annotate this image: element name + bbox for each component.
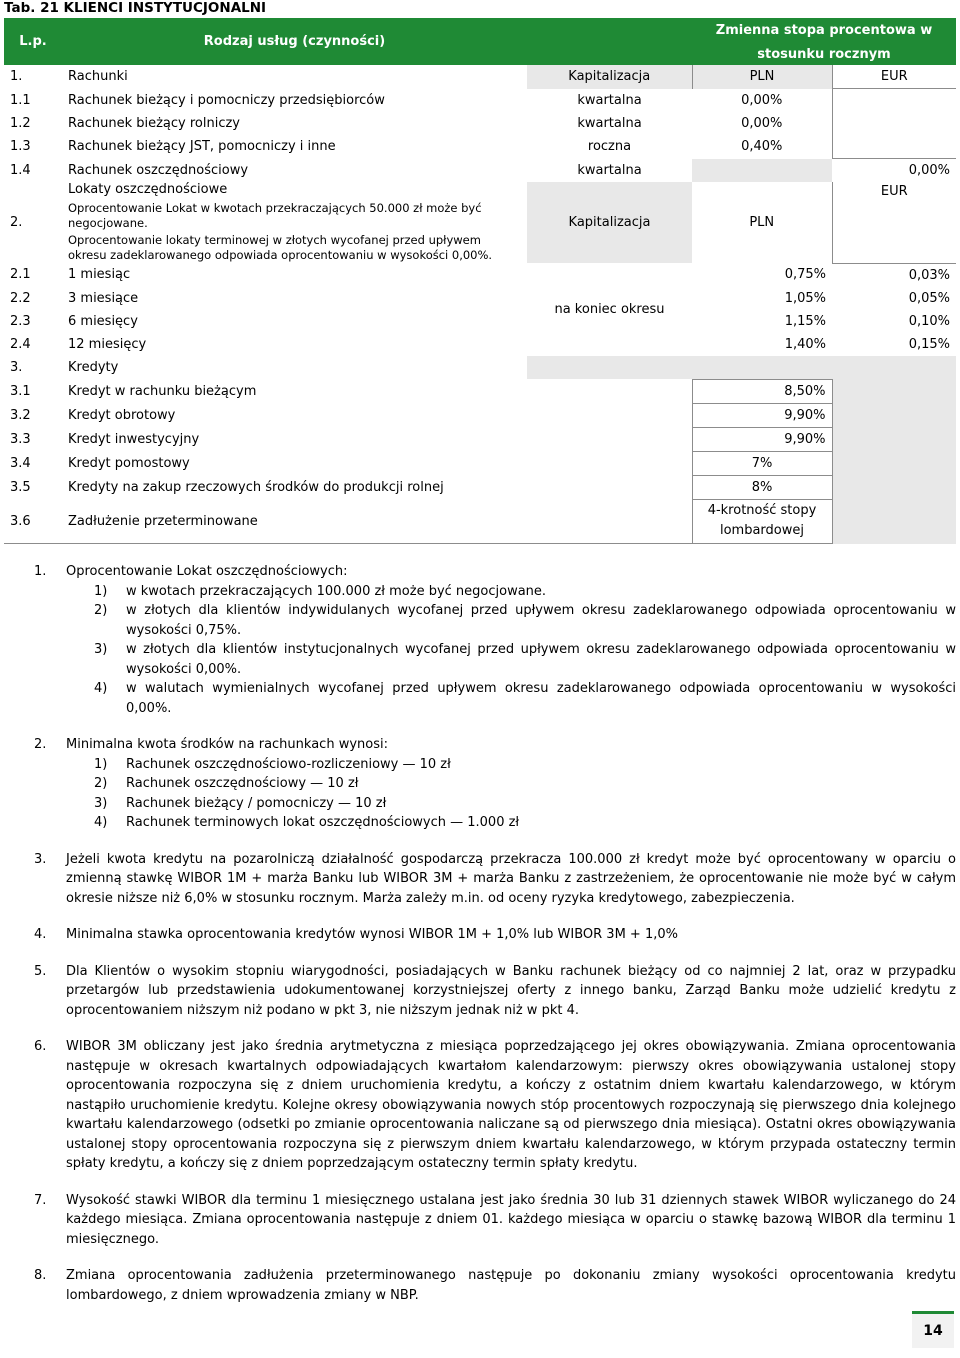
row-pln: 9,90% <box>692 403 832 427</box>
row-name: 3 miesiące <box>68 290 139 306</box>
footnote-text: Oprocentowanie Lokat oszczędnościowych: <box>66 564 348 579</box>
sub-item <box>94 601 956 640</box>
footnote-number: 1. <box>34 564 47 579</box>
footnote-number: 3. <box>34 851 47 867</box>
row-num: 1.4 <box>10 162 31 178</box>
header-lp: L.p. <box>4 18 62 65</box>
table-row <box>4 379 956 403</box>
sub-item <box>94 774 956 794</box>
sub-text: Rachunek oszczędnościowo-rozliczeniowy — 10 zł <box>126 756 451 772</box>
footnote-6 <box>34 1037 956 1174</box>
row-cap: kwartalna <box>577 92 642 108</box>
row-pln: 1,15% <box>784 313 826 329</box>
row-pln: 8% <box>692 475 832 499</box>
table-row <box>4 451 956 475</box>
col-pln-label: PLN <box>749 215 775 230</box>
row-num: 2.3 <box>10 313 31 329</box>
sub-text: Rachunek terminowych lokat oszczędnościowych — 1.000 zł <box>126 815 520 830</box>
sub-number: 2) <box>94 603 108 618</box>
footnotes <box>34 562 956 1305</box>
row-eur: 0,15% <box>908 336 950 352</box>
row-num: 2.1 <box>10 267 31 283</box>
row-num: 3.1 <box>10 383 31 399</box>
row-pln: 0,00% <box>741 116 783 131</box>
col-eur-label: EUR <box>832 65 956 89</box>
footnote-3 <box>34 850 956 909</box>
row-pln: 1,40% <box>784 336 826 352</box>
footnote-text: Minimalna kwota środków na rachunkach wynosi: <box>66 737 388 752</box>
sub-item <box>94 679 956 718</box>
table-row <box>4 89 956 113</box>
row-name: Rachunek bieżący rolniczy <box>68 116 241 131</box>
sub-text: Rachunek bieżący / pomocniczy — 10 zł <box>126 795 387 811</box>
row-name: Rachunki <box>68 69 128 85</box>
footnote-number: 8. <box>34 1268 47 1283</box>
row-pln: 9,90% <box>692 427 832 451</box>
row-name: Rachunek bieżący JST, pomocniczy i inne <box>68 139 336 155</box>
row-pln-line2: lombardowej <box>719 523 804 539</box>
footnote-4 <box>34 925 956 945</box>
sub-number: 4) <box>94 815 108 830</box>
row-num: 1.1 <box>10 92 31 108</box>
sub-text: w walutach wymienialnych wycofanej przed upływem okresu zadeklarowanego odpowiada oprocentowaniu w wysokości 0,00%. <box>126 681 956 716</box>
footnote-number: 6. <box>34 1039 47 1054</box>
footnote-number: 7. <box>34 1192 47 1208</box>
row-eur: 0,05% <box>908 290 950 306</box>
row-name: Rachunek oszczędnościowy <box>68 162 249 178</box>
row-eur: 0,03% <box>908 267 950 283</box>
sub-number: 3) <box>94 795 108 811</box>
row-name: Kredyty na zakup rzeczowych środków do produkcji rolnej <box>68 479 444 495</box>
row-num: 3.2 <box>10 407 31 423</box>
footnote-text: Dla Klientów o wysokim stopniu wiarygodności, posiadających w Banku rachunek bieżący od co najmniej 2 lat, oraz w przypadku przetargów lub przedstawienia udokumentowanej korzystniejszej oferty z innego banku, Zarząd Banku może udzielić kredytu z oprocentowaniem niższym niż podano w pkt 3, nie niższym jednak niż w pkt 4. <box>66 963 956 1018</box>
row-name: Rachunek bieżący i pomocniczy przedsiębiorców <box>68 92 385 108</box>
row-pln: 8,50% <box>692 379 832 403</box>
sub-text: w kwotach przekraczających 100.000 zł może być negocjowane. <box>126 583 547 599</box>
section-row-deposits <box>4 182 956 263</box>
footnote-text: WIBOR 3M obliczany jest jako średnia arytmetyczna z miesiąca poprzedzającego jej okres obowiązywania. Zmiana oprocentowania następuje w okresach kwartalnych odpowiadających kwartałom kalendarzowym: pierwszy okres obowiązywania ustalonej stopy oprocentowania rozpoczyna się z dniem uruchomienia kredytu, a kończy z ostatnim dniem kwartału kalendarzowego, w którym nastąpiło uruchomienie kredytu. Kolejne okresy obowiązywania nowych stóp procentowych rozpoczynają się pierwszego dnia kolejnego kwartału kalendarzowego (odsetki po zmianie oprocentowania naliczane są od pierwszego dnia miesiąca). Ostatni okres obowiązywania ustalonej stopy oprocentowania rozpoczyna się z pierwszym dniem kwartału kalendarzowego, w którym przypada ostateczny termin spłaty kredytu, a kończy się z dniem poprzedzającym ostateczny termin spłaty kredytu. <box>66 1039 956 1171</box>
footnote-2 <box>34 735 956 833</box>
footnote-text: Wysokość stawki WIBOR dla terminu 1 miesięcznego ustalana jest jako średnia 30 lub 31 dziennych stawek WIBOR wyliczanego do 24 każdego miesiąca. Zmiana oprocentowania następuje z dniem 01. każdego miesiąca w oparciu o stawkę bazową WIBOR dla terminu 1 miesięcznego. <box>66 1192 956 1247</box>
row-name: Kredyt inwestycyjny <box>68 431 200 447</box>
row-pln: 0,00% <box>741 92 783 108</box>
footnote-text: Minimalna stawka oprocentowania kredytów wynosi WIBOR 1M + 1,0% lub WIBOR 3M + 1,0% <box>66 927 678 942</box>
footnote-number: 4. <box>34 927 47 942</box>
row-eur: 0,00% <box>908 163 950 178</box>
col-cap-label: Kapitalizacja <box>527 182 692 263</box>
footnote-number: 2. <box>34 737 47 752</box>
page-number: 14 <box>912 1311 954 1348</box>
col-pln-label: PLN <box>692 65 832 89</box>
sub-number: 4) <box>94 681 108 696</box>
footnote-7 <box>34 1191 956 1250</box>
row-num: 3.3 <box>10 431 31 447</box>
table-row <box>4 403 956 427</box>
row-name: Kredyt w rachunku bieżącym <box>68 383 257 399</box>
table-row <box>4 499 956 544</box>
row-name: Kredyt pomostowy <box>68 455 190 471</box>
table-row <box>4 263 956 287</box>
sub-item <box>94 755 956 775</box>
row-name: Zadłużenie przeterminowane <box>62 499 527 544</box>
sub-text: w złotych dla klientów indywidulanych wycofanej przed upływem okresu zadeklarowanego odpowiada oprocentowaniu w wysokości 0,75%. <box>126 603 956 638</box>
section-name: Lokaty oszczędnościowe <box>68 182 228 197</box>
row-name: 6 miesięcy <box>68 313 138 329</box>
row-pln: 7% <box>692 451 832 475</box>
rates-table <box>4 18 956 544</box>
section-row-accounts <box>4 65 956 89</box>
row-name: Kredyty <box>68 359 119 375</box>
sub-text: w złotych dla klientów instytucjonalnych wycofanej przed upływem okresu zadeklarowanego odpowiada oprocentowaniu w wysokości 0,00%. <box>126 642 956 677</box>
table-row <box>4 287 956 310</box>
row-eur: 0,10% <box>908 313 950 329</box>
row-num: 1.3 <box>10 139 31 155</box>
sub-item <box>94 794 956 814</box>
row-num: 3. <box>10 359 23 375</box>
row-num: 2.2 <box>10 290 31 306</box>
sub-number: 1) <box>94 756 108 772</box>
deposit-note-1: Oprocentowanie Lokat w kwotach przekraczających 50.000 zł może być negocjowane. <box>68 201 482 230</box>
table-row <box>4 427 956 451</box>
header-rate-line2: stosunku rocznym <box>692 43 956 65</box>
header-row <box>4 18 956 43</box>
row-pln-line1: 4-krotność stopy <box>707 503 817 519</box>
row-name: 1 miesiąc <box>68 267 131 283</box>
sub-number: 3) <box>94 642 108 657</box>
table-row <box>4 333 956 356</box>
row-num: 2.4 <box>10 336 31 352</box>
header-service: Rodzaj usług (czynności) <box>62 18 527 65</box>
footnote-text: Zmiana oprocentowania zadłużenia przeterminowanego następuje po dokonaniu zmiany wysokości oprocentowania kredytu lombardowego, z dniem wprowadzenia zmiany w NBP. <box>66 1268 956 1303</box>
row-cap: kwartalna <box>577 116 642 131</box>
row-num: 1.2 <box>10 116 31 131</box>
table-row <box>4 159 956 183</box>
footnote-number: 5. <box>34 963 47 979</box>
table-row <box>4 135 956 159</box>
footnote-5 <box>34 962 956 1021</box>
row-pln: 0,40% <box>741 139 783 155</box>
col-cap-label: Kapitalizacja <box>527 65 692 89</box>
row-name: 12 miesięcy <box>68 336 147 352</box>
row-pln: 1,05% <box>784 290 826 306</box>
footnote-1 <box>34 562 956 718</box>
deposit-capitalization: na koniec okresu <box>554 301 665 317</box>
footnote-8 <box>34 1266 956 1305</box>
row-num: 1. <box>10 69 23 85</box>
section-row-credits <box>4 356 956 380</box>
sub-item <box>94 813 956 833</box>
row-num: 3.6 <box>4 499 62 544</box>
table-row <box>4 112 956 135</box>
sub-item <box>94 582 956 602</box>
table-row <box>4 310 956 333</box>
table-title: Tab. 21 KLIENCI INSTYTUCJONALNI <box>4 0 267 16</box>
row-cap: kwartalna <box>577 162 642 178</box>
deposit-note-2: Oprocentowanie lokaty terminowej w złotych wycofanej przed upływem okresu zadeklarowanego odpowiada oprocentowaniu w wysokości 0,00%. <box>68 233 493 262</box>
row-num: 2. <box>10 215 23 230</box>
sub-item <box>94 640 956 679</box>
row-num: 3.4 <box>10 455 31 471</box>
footnote-text: Jeżeli kwota kredytu na pozarolniczą działalność gospodarczą przekracza 100.000 zł kredyt może być oprocentowany w oparciu o zmienną stawkę WIBOR 1M + marża Banku lub WIBOR 3M + marża Banku z zastrzeżeniem, że oprocentowanie nie może być w całym okresie niższe niż 6,0% w stosunku rocznym. Marża zależy m.in. od oceny ryzyka kredytowego, zabezpieczenia. <box>66 851 956 906</box>
row-name: Kredyt obrotowy <box>68 407 176 423</box>
row-num: 3.5 <box>10 479 31 495</box>
sub-text: Rachunek oszczędnościowy — 10 zł <box>126 776 359 791</box>
row-cap: roczna <box>587 139 632 155</box>
sub-number: 1) <box>94 583 108 599</box>
header-rate-line1: Zmienna stopa procentowa w <box>692 18 956 43</box>
sub-number: 2) <box>94 776 108 791</box>
row-pln: 0,75% <box>784 267 826 283</box>
col-eur-label: EUR <box>832 182 956 263</box>
table-row <box>4 475 956 499</box>
